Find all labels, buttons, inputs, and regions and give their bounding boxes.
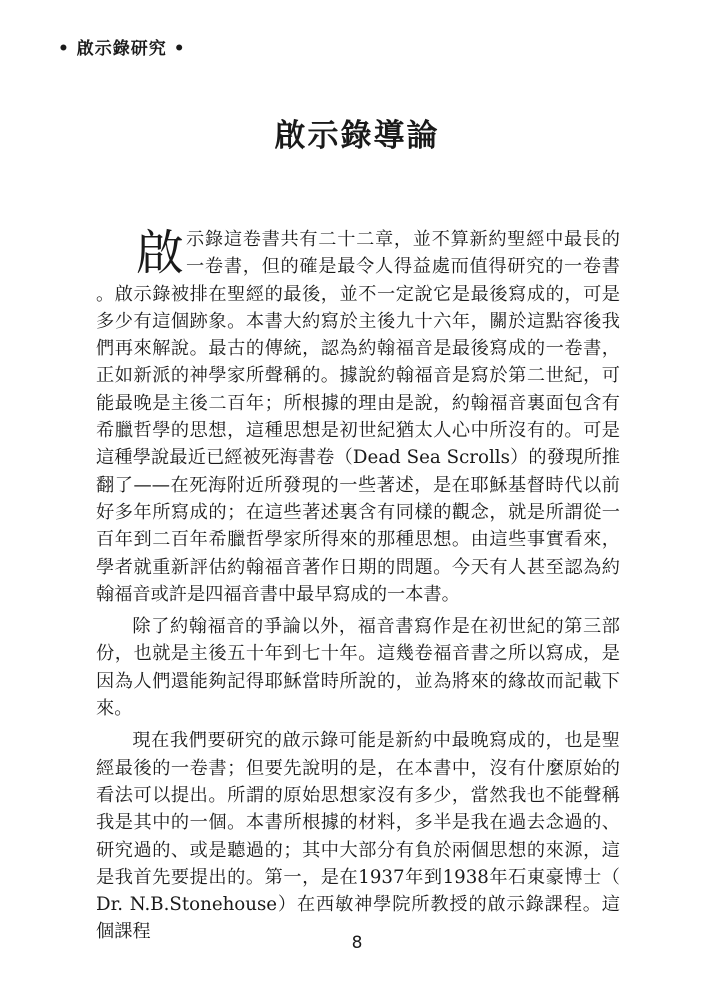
page-number: 8 [351, 933, 363, 953]
drop-cap: 啟 [136, 225, 185, 281]
paragraph-2: 除了約翰福音的爭論以外，福音書寫作是在初世紀的第三部份，也就是主後五十年到七十年。這幾卷福音書之所以寫成，是因為人們還能夠記得耶穌當時所說的，並為將來的緣故而記載下來。 [96, 616, 620, 720]
body-text [96, 226, 620, 946]
running-header: • 啟示錄研究 • [58, 39, 186, 59]
paragraph-1 [96, 226, 620, 608]
paragraph-1-text: 示錄這卷書共有二十二章，並不算新約聖經中最長的一卷書，但的確是最令人得益處而值得研究的一卷書。啟示錄被排在聖經的最後，並不一定說它是最後寫成的，可是多少有這個跡象。本書大約寫於主後九十六年，關於這點容後我們再來解說。最古的傳統，認為約翰福音是最後寫成的一卷書，正如新派的神學家所聲稱的。據說約翰福音是寫於第二世紀，可能最晚是主後二百年；所根據的理由是說，約翰福音裏面包含有希臘哲學的思想，這種思想是初世紀猶太人心中所沒有的。可是這種學說最近已經被死海書卷（Dead Sea Scrolls）的發現所推翻了——在死海附近所發現的一些著述，是在耶穌基督時代以前好多年所寫成的；在這些著述裏含有同樣的觀念，就是所謂從一百年到二百年希臘哲學家所得來的那種思想。由這些事實看來，學者就重新評估約翰福音著作日期的問題。今天有人甚至認為約翰福音或許是四福音書中最早寫成的一本書。 [96, 229, 620, 605]
paragraph-3: 現在我們要研究的啟示錄可能是新約中最晚寫成的，也是聖經最後的一卷書；但要先說明的是，在本書中，沒有什麼原始的看法可以提出。所謂的原始思想家沒有多少，當然我也不能聲稱我是其中的一個。本書所根據的材料，多半是我在過去念過的、研究過的、或是聽過的；其中大部分有負於兩個思想的來源，這是我首先要提出的。第一，是在1937年到1938年石東豪博士（Dr. N.B.Stonehouse）在西敏神學院所教授的啟示錄課程。這個課程 [96, 730, 620, 943]
chapter-title: 啟示錄導論 [274, 118, 440, 154]
